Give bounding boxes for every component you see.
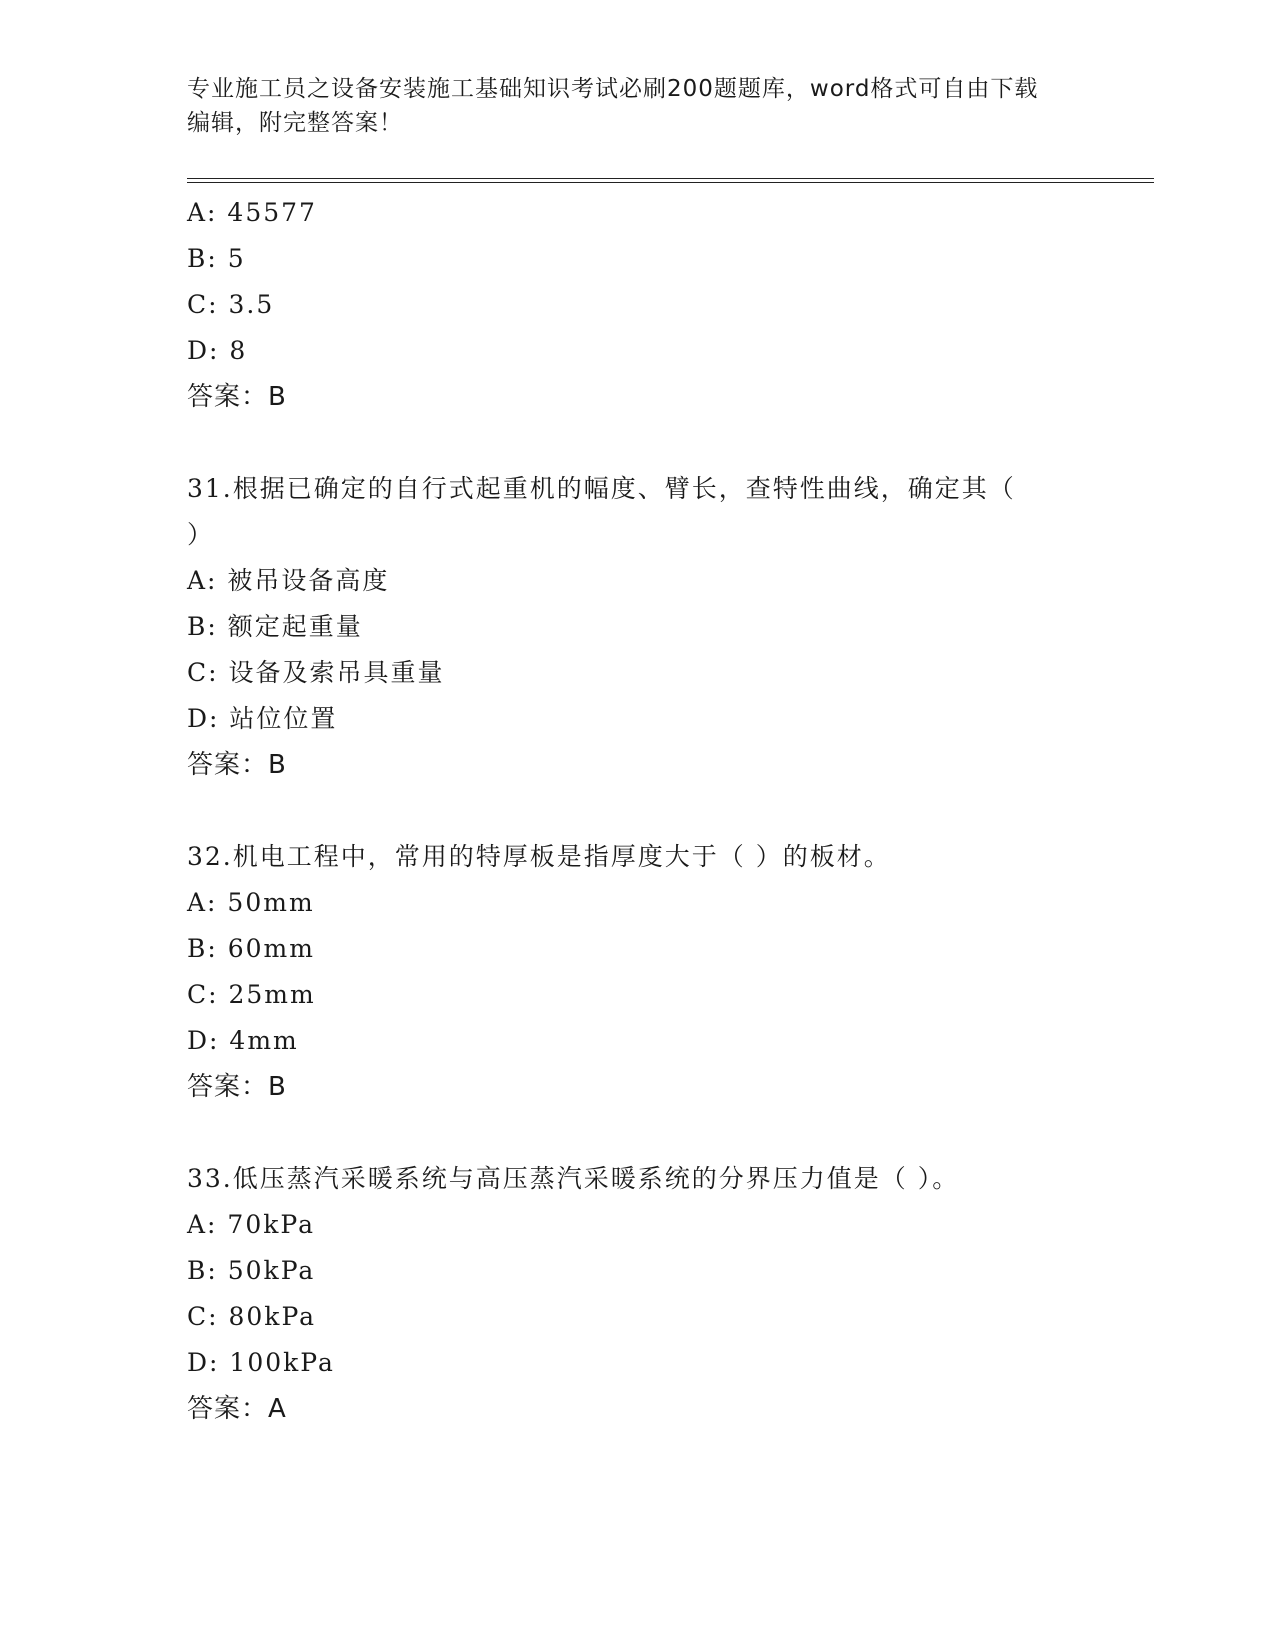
option-d: D: 8 xyxy=(187,336,248,365)
option-a: A: 50mm xyxy=(187,888,315,917)
option-a: A: 70kPa xyxy=(187,1210,315,1239)
option-b: B: 5 xyxy=(187,244,246,273)
document-header xyxy=(187,72,1087,140)
option-a: A: 被吊设备高度 xyxy=(187,566,390,595)
option-d: D: 4mm xyxy=(187,1026,299,1055)
question-block-31 xyxy=(187,466,1087,788)
option-c: C: 80kPa xyxy=(187,1302,317,1331)
option-b: B: 60mm xyxy=(187,934,315,963)
header-line-1: 专业施工员之设备安装施工基础知识考试必刷200题题库，word格式可自由下载 xyxy=(187,76,1039,102)
spacer xyxy=(187,1110,1087,1156)
header-divider-top xyxy=(187,178,1154,179)
header-line-2: 编辑，附完整答案！ xyxy=(187,110,403,136)
question-block-33 xyxy=(187,1156,1087,1432)
question-block-30 xyxy=(187,190,1087,420)
spacer xyxy=(187,788,1087,834)
question-text-continued: ） xyxy=(187,520,215,549)
question-text: 32.机电工程中，常用的特厚板是指厚度大于（ ）的板材。 xyxy=(187,842,891,871)
option-c: C: 25mm xyxy=(187,980,316,1009)
question-text: 33.低压蒸汽采暖系统与高压蒸汽采暖系统的分界压力值是（ ）。 xyxy=(187,1164,960,1193)
answer-line: 答案：B xyxy=(187,1072,287,1102)
header-divider-bottom xyxy=(187,182,1154,183)
option-a: A: 45577 xyxy=(187,198,317,227)
option-b: B: 50kPa xyxy=(187,1256,316,1285)
option-c: C: 3.5 xyxy=(187,290,275,319)
spacer xyxy=(187,420,1087,466)
option-d: D: 100kPa xyxy=(187,1348,335,1377)
question-text: 31.根据已确定的自行式起重机的幅度、臂长，查特性曲线，确定其（ xyxy=(187,474,1016,503)
option-b: B: 额定起重量 xyxy=(187,612,363,641)
question-block-32 xyxy=(187,834,1087,1110)
option-d: D: 站位位置 xyxy=(187,704,338,733)
option-c: C: 设备及索吊具重量 xyxy=(187,658,445,687)
question-list xyxy=(187,190,1087,1432)
answer-line: 答案：B xyxy=(187,382,287,412)
answer-line: 答案：A xyxy=(187,1394,287,1424)
answer-line: 答案：B xyxy=(187,750,287,780)
